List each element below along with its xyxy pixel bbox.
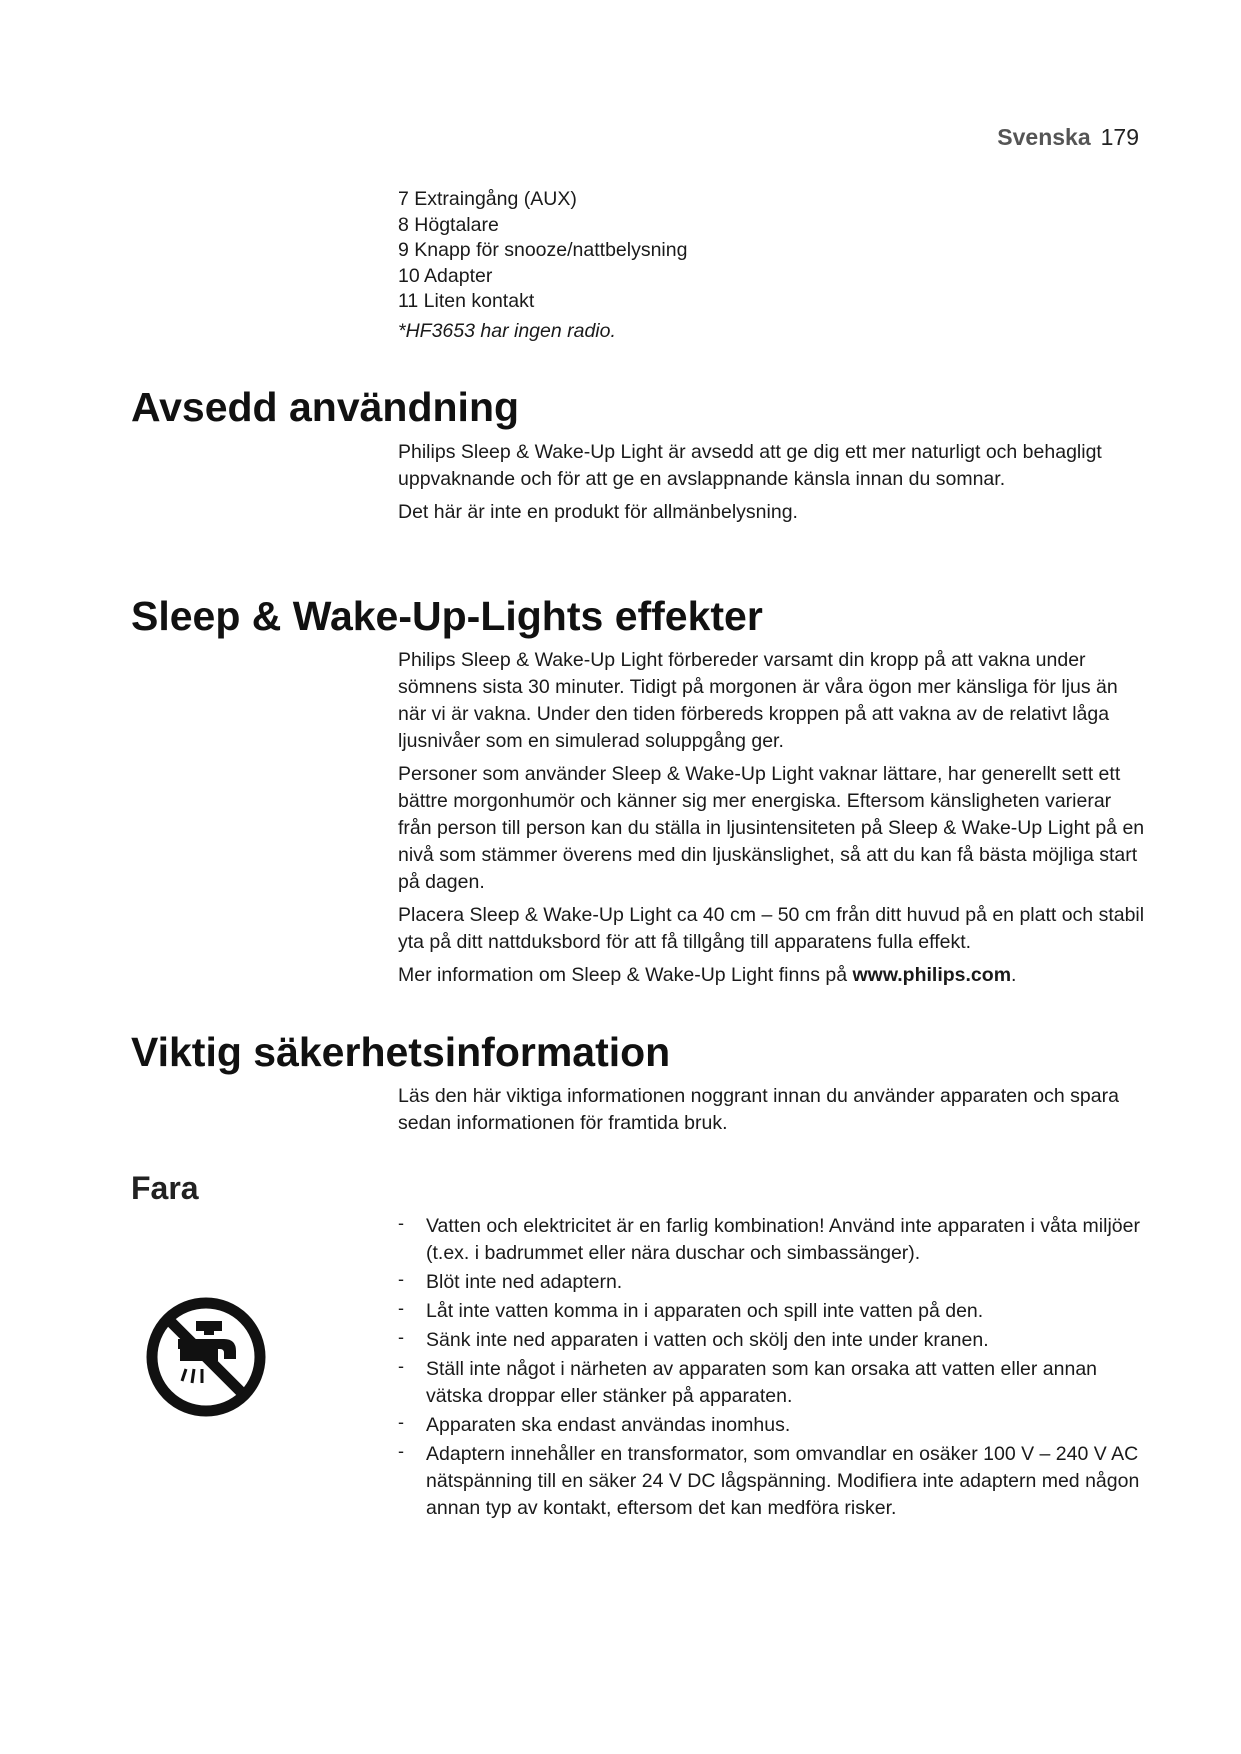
effects-body	[398, 647, 1148, 995]
list-item: 10 Adapter	[398, 264, 493, 287]
page-header	[997, 124, 1139, 151]
effects-heading: Sleep & Wake-Up-Lights effekter	[131, 593, 763, 639]
paragraph: Personer som använder Sleep & Wake-Up Light vaknar lättare, har generellt sett ett bättre morgonhumör och känner sig mer energiska. Eftersom känsligheten varierar från person till person kan du ställa in ljusintensiteten på Sleep & Wake-Up Light på en nivå som stämmer överens med din ljuskänslighet, så att du kan få bästa möjliga start på dagen.	[398, 763, 1145, 893]
more-info-text: Mer information om Sleep & Wake-Up Light finns på	[398, 964, 853, 986]
paragraph: Philips Sleep & Wake-Up Light förbereder varsamt din kropp på att vakna under sömnens sista 30 minuter. Tidigt på morgonen är våra ögon mer känsliga för ljus än när vi är vakna. Under den tiden förbereds kroppen på att vakna av de relativt låga ljusnivåer som en simulerad soluppgång ger.	[398, 649, 1118, 752]
paragraph: Det här är inte en produkt för allmänbelysning.	[398, 501, 798, 523]
list-item: 11 Liten kontakt	[398, 290, 535, 312]
paragraph: Läs den här viktiga informationen noggrant innan du använder apparaten och spara sedan informationen för framtida bruk.	[398, 1085, 1119, 1134]
header-language: Svenska	[997, 124, 1091, 150]
list-item: - Blöt inte ned adaptern.	[398, 1269, 1148, 1296]
list-item: 8 Högtalare	[398, 213, 499, 236]
list-item: - Vatten och elektricitet är en farlig kombination! Använd inte apparaten i våta miljöer (t.ex. i badrummet eller nära duschar och simbassänger).	[398, 1213, 1148, 1267]
parts-note: *HF3653 har ingen radio.	[398, 319, 616, 342]
paragraph: Philips Sleep & Wake-Up Light är avsedd att ge dig ett mer naturligt och behagligt uppvaknande och för att ge en avslappnande känsla innan du somnar.	[398, 441, 1102, 490]
no-water-icon	[144, 1295, 268, 1419]
safety-heading: Viktig säkerhetsinformation	[131, 1029, 671, 1075]
parts-list	[398, 187, 687, 344]
list-item: - Adaptern innehåller en transformator, som omvandlar en osäker 100 V – 240 V AC nätspänning till en säker 24 V DC lågspänning. Modifiera inte adaptern med någon annan typ av kontakt, eftersom det kan medföra risker.	[398, 1441, 1148, 1522]
safety-intro	[398, 1083, 1148, 1143]
list-item: - Apparaten ska endast användas inomhus.	[398, 1412, 1148, 1439]
list-item: - Låt inte vatten komma in i apparaten och spill inte vatten på den.	[398, 1298, 1148, 1325]
danger-list	[398, 1213, 1148, 1524]
paragraph: Placera Sleep & Wake-Up Light ca 40 cm – 50 cm från ditt huvud på en platt och stabil yta på ditt nattduksbord för att få tillgång till apparatens fulla effekt.	[398, 904, 1145, 953]
intended-use-heading: Avsedd användning	[131, 384, 520, 430]
danger-heading: Fara	[131, 1170, 199, 1206]
philips-link[interactable]: www.philips.com	[852, 964, 1012, 986]
more-info	[398, 962, 1148, 989]
intended-use-body	[398, 439, 1148, 532]
page-number: 179	[1100, 124, 1139, 150]
list-item: 7 Extraingång (AUX)	[398, 188, 577, 210]
list-item: - Ställ inte något i närheten av apparaten som kan orsaka att vatten eller annan vätska droppar eller stänker på apparaten.	[398, 1356, 1148, 1410]
list-item: 9 Knapp för snooze/nattbelysning	[398, 239, 688, 261]
more-info-suffix: .	[1011, 964, 1017, 986]
list-item: - Sänk inte ned apparaten i vatten och skölj den inte under kranen.	[398, 1327, 1148, 1354]
